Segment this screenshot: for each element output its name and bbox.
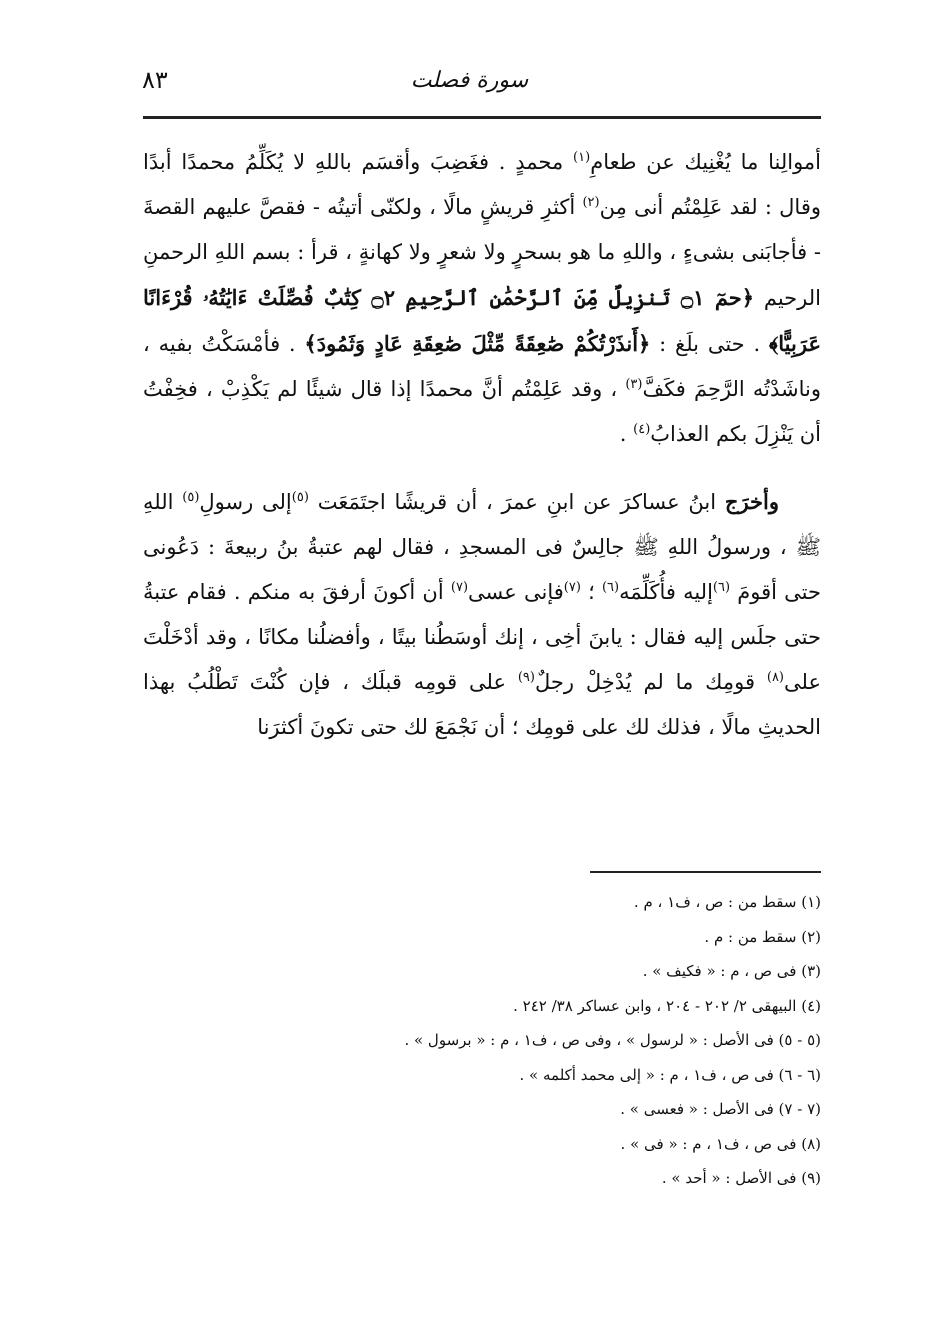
page-number: ٨٣ (142, 66, 168, 94)
footnote-ref: (٧) (450, 580, 469, 595)
text-run: قومِك ما لم يُدْخِلْ رجلٌ (534, 670, 767, 694)
footnote: (٩) فى الأصل : « أحد » . (661, 1169, 821, 1187)
text-run: أكثرِ قريشٍ مالًا ، ولكنّى أتيتُه - فقصَّ عليهم القصةَ - فأجابَنى بشىءٍ ، واللهِ ما هو بسحرٍ ولا شعرٍ ولا كهانةٍ ، قرأ : بسم اللهِ الرحمنِ الرحيم (143, 195, 821, 310)
paragraph-2 (143, 479, 821, 750)
text-run: . (619, 422, 634, 446)
footnote-ref: (٥) (182, 490, 200, 505)
footnote-ref: (٨) (766, 670, 784, 685)
footnote-ref: (٦) (601, 580, 620, 595)
footnote: (١) سقط من : ص ، ف١ ، م . (633, 893, 821, 911)
text-run: إليه فأُكَلِّمَه (619, 580, 713, 604)
text-run: على قومِه قبلَك ، فإن كُنْتَ تَطْلُبُ بهذا الحديثِ مالًا ، فذلك لك على قومِك ؛ أن نَجْمَعَ لك حتى تكونَ أكثرَنا (143, 670, 821, 739)
text-run: محمدٍ . فغَضِبَ وأقسَم باللهِ لا يُكَلِّمُ محمدًا أبدًا وقال : لقد عَلِمْتُم أنى مِن (143, 150, 822, 219)
footnote-ref: (٥) (291, 490, 309, 505)
footnote-ref: (١) (573, 150, 591, 165)
footnote: (٦ - ٦) فى ص ، ف١ ، م : « إلى محمد أكلمه » . (519, 1065, 821, 1084)
footnote-ref: (٩) (517, 670, 535, 685)
footnote: (٤) البيهقى ٢/ ٢٠٢ - ٢٠٤ ، وابن عساكر ٣٨/ ٢٤٢ . (513, 996, 821, 1015)
body-text (143, 140, 821, 750)
footnote-ref: (٢) (582, 195, 600, 210)
running-title: سورة فصلت (410, 68, 529, 93)
text-run: اللهِ ﷺ ، ورسولُ اللهِ ﷺ جالِسٌ فى المسجدِ ، فقال لهم عتبةُ بنُ ربيعةَ : دَعُونى حتى أقومَ (143, 490, 821, 604)
footnote-ref: (٦) (712, 580, 731, 595)
text-run: . فأمْسَكْتُ بفيه ، وناشَدْتُه الرَّحِمَ فكَفَّ (143, 332, 821, 401)
footnote-ref: (٣) (625, 377, 643, 392)
footnote-rule (590, 871, 821, 873)
text-run: إلى رسولِ (199, 490, 292, 514)
quran-quote: ﴿أَنذَرْتُكُمْ صَٰعِقَةً مِّثْلَ صَٰعِقَةِ عَادٍ وَثَمُودَ﴾ (304, 331, 651, 356)
lead-word: وأخرَج (724, 489, 779, 514)
text-run: أن أكونَ أرفقَ به منكم . فقام عتبةُ حتى جلَس إليه فقال : يابنَ أخِى ، إنك أوسَطُنا بيتًا ، وأفضلُنا مكانًا ، وقد أدْخَلْتَ على (143, 580, 821, 694)
text-run: ؛ (580, 580, 602, 604)
header-rule (143, 116, 821, 119)
quran-quote: ﴿حمٓ ۝١ تَنزِيلٌ مِّنَ ٱلرَّحْمَٰنِ ٱلرَّحِيمِ ۝٢ كِتَٰبٌ فُصِّلَتْ ءَايَٰتُهُۥ قُرْءَانًا عَرَبِيًّا﴾ (143, 285, 821, 356)
paragraph-1 (143, 140, 821, 457)
text-run: ابنُ عساكرَ عن ابنِ عمرَ ، أن قريشًا اجتَمَعَت (308, 490, 725, 514)
footnote: (٣) فى ص ، م : « فكيف » . (642, 962, 821, 980)
text-run: ، وقد عَلِمْتُم أنَّ محمدًا إذا قال شيئًا لم يَكْذِبْ ، فخِفْتُ أن يَنْزِلَ بكم العذابُ (143, 377, 821, 446)
text-run: فإنى عسى (468, 580, 564, 604)
footnote: (٥ - ٥) فى الأصل : « لرسول » ، وفى ص ، ف١ ، م : « برسول » . (404, 1031, 821, 1049)
footnote: (٨) فى ص ، ف١ ، م : « فى » . (620, 1134, 821, 1153)
footnote-ref: (٤) (633, 422, 651, 437)
footnote-ref: (٧) (563, 580, 581, 595)
text-run: . حتى بلَغ : (650, 332, 769, 356)
text-run: أموالِنا ما يُغْنِيك عن طعامِ (590, 150, 822, 174)
footnotes-list (143, 885, 821, 1196)
footnote: (٢) سقط من : م . (704, 927, 821, 946)
footnote: (٧ - ٧) فى الأصل : « فعسى » . (620, 1100, 821, 1118)
